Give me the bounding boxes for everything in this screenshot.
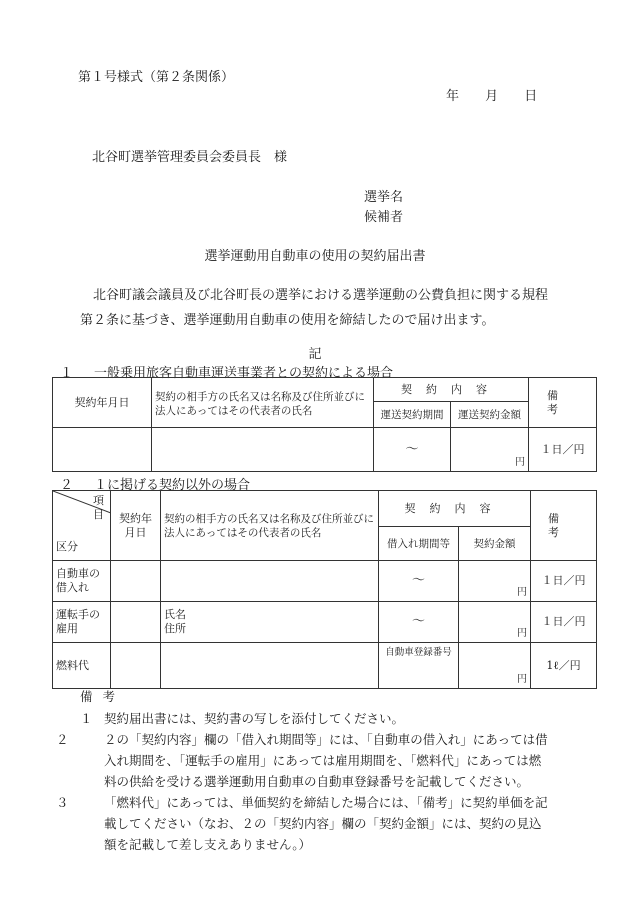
t2-header-party: 契約の相手方の氏名又は名称及び住所並びに法人にあってはその代表者の氏名 [161,491,379,561]
note-item-1 [80,708,550,729]
t2-row1-party [161,561,379,602]
t2-header-contents: 契約内容 [379,491,531,527]
t2-row1-kubun: 自動車の借入れ [53,561,111,602]
note-2-text: ２の「契約内容」欄の「借入れ期間等」には、「自動車の借入れ」にあっては借入れ期間を、「運転手の雇用」にあっては雇用期間を、「燃料代」にあっては燃料の供給を受ける選挙運動用自動車の自動車登録番号を記載してください。 [104,732,548,789]
t2-row2-yen: 円 [517,628,527,639]
t2-header-period: 借入れ期間等 [379,527,459,561]
t2-row3-remarks: 1ℓ／円 [531,643,597,689]
t2-row1-remarks: １日／円 [531,561,597,602]
t2-row3-period: 自動車登録番号 [379,643,459,689]
t2-row2-remarks: １日／円 [531,602,597,643]
t2-diag-kubun: 区分 [56,540,78,553]
note-3-num: ３ [56,795,69,810]
addressee: 北谷町選挙管理委員会委員長 様 [92,150,288,165]
t1-cell-party [152,428,374,472]
t2-row3-party [161,643,379,689]
body-text: 北谷町議会議員及び北谷町長の選挙における選挙運動の公費負担に関する規程第２条に基づき、選挙運動用自動車の使用を締結したので届け出ます。 [80,288,549,328]
contract-table-1 [52,377,597,472]
t2-row3-kubun: 燃料代 [53,643,111,689]
t1-cell-remarks: １日／円 [529,428,597,472]
document-title: 選挙運動用自動車の使用の契約届出書 [204,249,426,264]
ki-marker: 記 [308,347,322,362]
section2-number: ２ [60,478,74,493]
t2-diag-item: 項目 [93,494,104,521]
t2-row3-yen: 円 [517,674,527,685]
t2-row3-amount [459,643,531,689]
t1-header-contents: 契約内容 [374,378,529,402]
note-1-text: 契約届出書には、契約書の写しを添付してください。 [104,711,405,726]
t2-row2-kubun: 運転手の雇用 [53,602,111,643]
note-2-num: ２ [56,732,69,747]
t2-row2-date [111,602,161,643]
t1-cell-amount [451,428,529,472]
note-3-text: 「燃料代」にあっては、単価契約を締結した場合には、「備考」に契約単価を記載してください（なお、２の「契約内容」欄の「契約金額」には、契約の見込額を記載して差し支えありません。） [104,795,548,852]
form-number: 第１号様式（第２条関係） [78,70,235,85]
t1-yen-unit: 円 [515,457,525,468]
t2-row2-period: ～ [379,602,459,643]
note-item-3 [56,792,550,855]
contract-table-2 [52,490,597,689]
candidate-label: 候補者 [364,210,404,225]
t2-header-remarks: 備考 [531,491,597,561]
t2-row2-party-addr: 住所 [164,622,186,635]
t2-row1-period: ～ [379,561,459,602]
t2-header-date: 契約年月日 [111,491,161,561]
t2-row1-amount [459,561,531,602]
election-label: 選挙名 [364,190,404,205]
t1-header-amount: 運送契約金額 [451,402,529,428]
t2-header-amount: 契約金額 [459,527,531,561]
t2-row2-party [161,602,379,643]
t1-header-remarks: 備考 [529,378,597,428]
t2-row3-date [111,643,161,689]
note-1-num: １ [80,711,93,726]
t1-header-period: 運送契約期間 [374,402,451,428]
t2-diag-header [53,491,111,561]
t1-cell-period: ～ [374,428,451,472]
t2-row1-date [111,561,161,602]
t1-header-date: 契約年月日 [53,378,152,428]
t2-row2-party-name: 氏名 [164,608,186,621]
t2-row2-amount [459,602,531,643]
date-line: 年 月 日 [446,89,538,104]
note-item-2 [56,729,550,792]
notes-heading: 備考 [80,689,126,704]
section1-title: 一般乗用旅客自動車運送事業者との契約による場合 [94,366,394,381]
section1-number: １ [60,366,74,381]
t1-header-party: 契約の相手方の氏名又は名称及び住所並びに法人にあってはその代表者の氏名 [152,378,374,428]
t1-cell-date [53,428,152,472]
t2-row1-yen: 円 [517,587,527,598]
section2-title: １に掲げる契約以外の場合 [94,478,251,493]
